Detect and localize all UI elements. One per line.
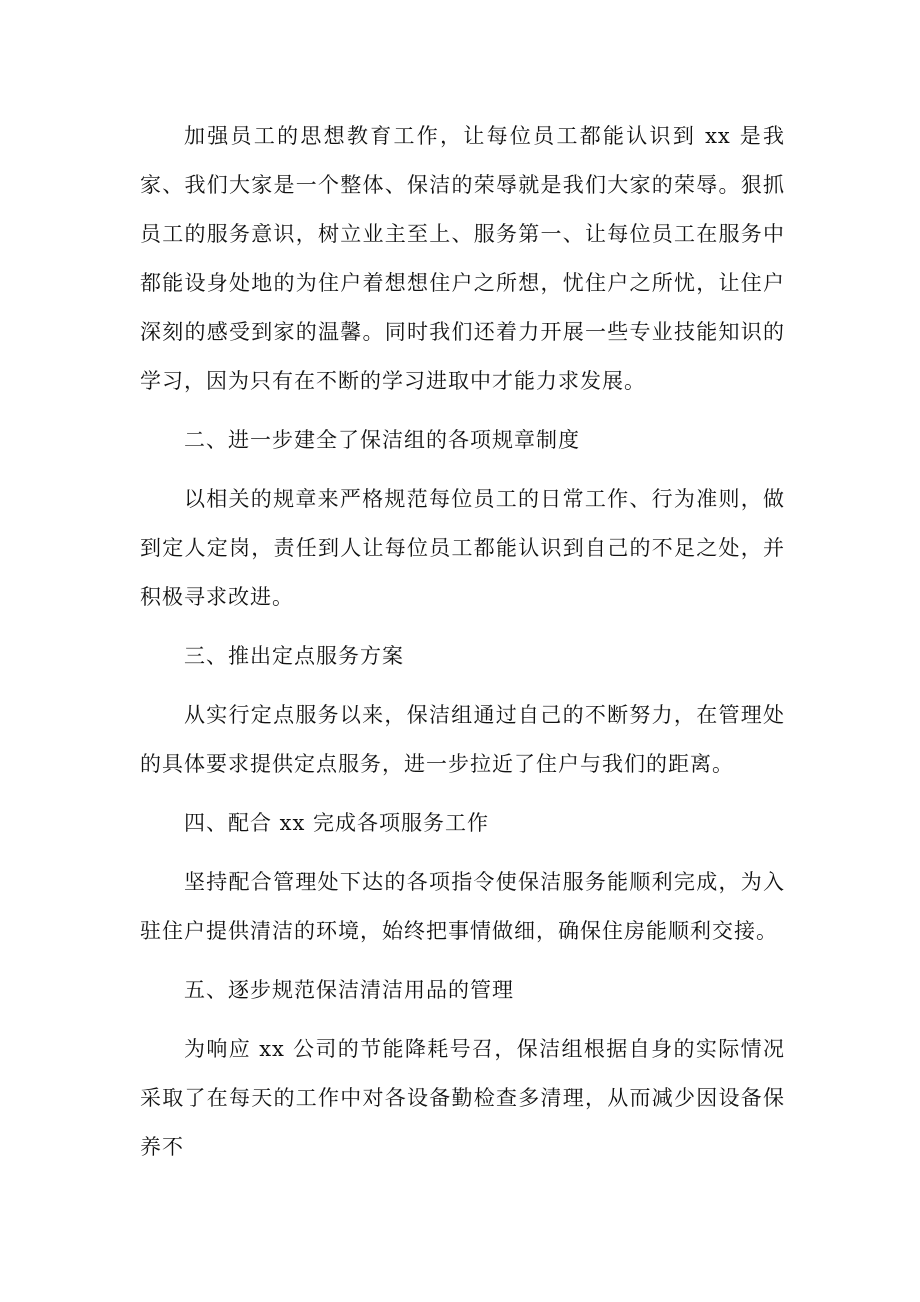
paragraph-fixed-point-service: 从实行定点服务以来，保洁组通过自己的不断努力，在管理处的具体要求提供定点服务，进一步拉近了住户与我们的距离。 (140, 703, 785, 776)
paragraph-staff-education: 加强员工的思想教育工作，让每位员工都能认识到 xx 是我家、我们大家是一个整体、保洁的荣辱就是我们大家的荣辱。狠抓员工的服务意识，树立业主至上、服务第一、让每位员工在服务中都能设身处地的为住户着想想住户之所想，忧住户之所忧，让住户深刻的感受到家的温馨。同时我们还着力开展一些专业技能知识的学习，因为只有在不断的学习进取中才能力求发展。 (140, 124, 785, 393)
paragraph-supplies-management: 为响应 xx 公司的节能降耗号召，保洁组根据自身的实际情况采取了在每天的工作中对各设备勤检查多清理，从而减少因设备保养不 (140, 1037, 785, 1159)
document-body (140, 112, 785, 1172)
section-heading-2: 二、进一步建全了保洁组的各项规章制度 (184, 428, 580, 452)
section-heading-4: 四、配合 xx 完成各项服务工作 (184, 811, 490, 835)
section-heading-3: 三、推出定点服务方案 (184, 644, 404, 668)
paragraph-cooperation: 坚持配合管理处下达的各项指令使保洁服务能顺利完成，为入驻住户提供清洁的环境，始终把事情做细，确保住房能顺利交接。 (140, 870, 785, 943)
section-heading-5: 五、逐步规范保洁清洁用品的管理 (184, 978, 514, 1002)
paragraph-rules: 以相关的规章来严格规范每位员工的日常工作、行为准则，做到定人定岗，责任到人让每位员工都能认识到自己的不足之处，并积极寻求改进。 (140, 487, 785, 609)
